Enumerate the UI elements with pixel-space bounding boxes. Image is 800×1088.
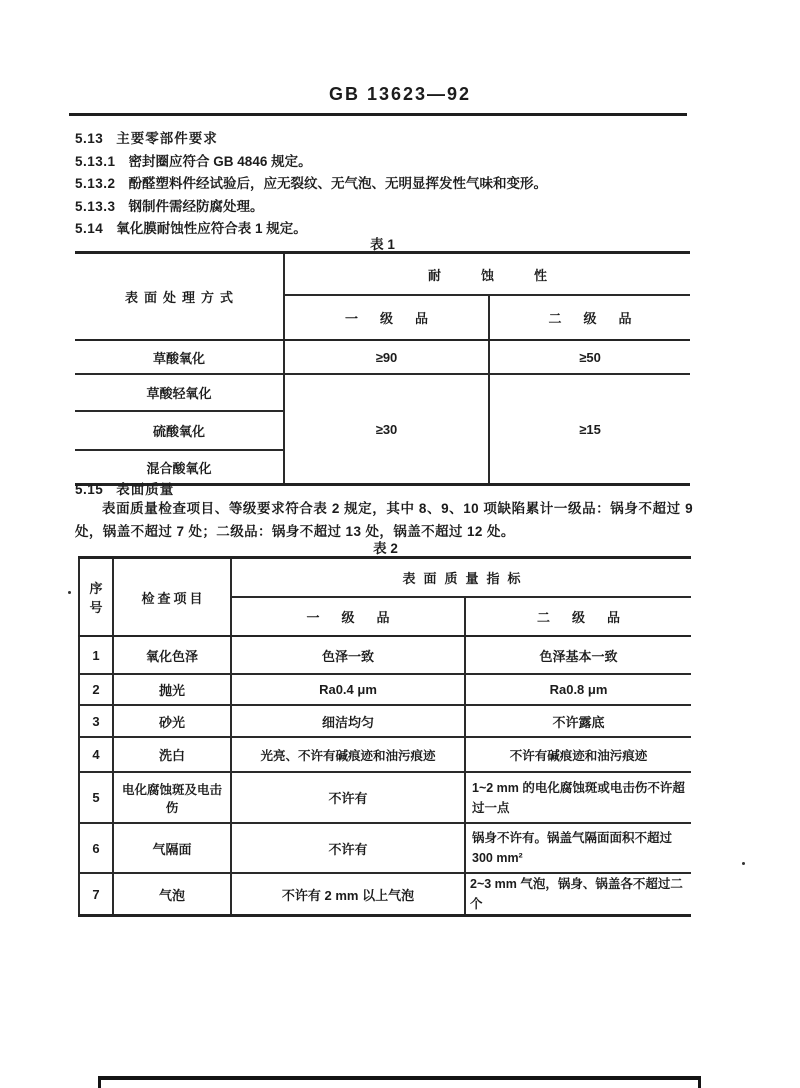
table-cell: ≥90: [284, 340, 489, 374]
table-row: [79, 873, 691, 916]
table-cell: 细洁均匀: [231, 705, 465, 737]
table-cell: 锅身不许有。锅盖气隔面面积不超过 300 mm²: [465, 823, 691, 873]
table-cell: 3: [79, 705, 113, 737]
table-row: [79, 636, 691, 674]
scan-speck: [742, 862, 745, 865]
table-row: [79, 674, 691, 705]
table-row: [79, 823, 691, 873]
clause-number: 5.14: [75, 221, 104, 236]
table-row: [79, 705, 691, 737]
table-cell: 表面质量指标: [231, 558, 691, 598]
clause-5-15: [75, 478, 723, 498]
clause-text: 氧化膜耐蚀性应符合表 1 规定。: [116, 221, 307, 236]
table-row: [79, 558, 691, 598]
table-cell: 抛光: [113, 674, 231, 705]
clause-5-13-3: [75, 195, 723, 215]
table-cell: 草酸氧化: [75, 340, 284, 374]
table-cell: 2: [79, 674, 113, 705]
clause-number: 5.13: [75, 131, 104, 146]
table-cell: ≥50: [489, 340, 690, 374]
table-cell: 不许有: [231, 823, 465, 873]
table-cell: 5: [79, 772, 113, 823]
table-cell: 检查项目: [113, 558, 231, 637]
clause-number: 5.13.2: [75, 176, 116, 191]
table2-caption: 表 2: [373, 541, 398, 556]
table-cell: 一级品: [231, 597, 465, 636]
table-cell: Ra0.8 μm: [465, 674, 691, 705]
clause-5-13-2: [75, 172, 723, 192]
table-cell: 砂光: [113, 705, 231, 737]
clause-text: 酚醛塑料件经试验后，应无裂纹、无气泡、无明显挥发性气味和变形。: [128, 176, 548, 191]
table-row: [75, 340, 690, 374]
table-cell: 草酸轻氧化: [75, 374, 284, 411]
table-cell: 不许有 2 mm 以上气泡: [231, 873, 465, 916]
table-cell: 二级品: [489, 295, 690, 340]
clause-text: 密封圈应符合 GB 4846 规定。: [128, 154, 312, 169]
table-cell: 气隔面: [113, 823, 231, 873]
table-cell: 4: [79, 737, 113, 772]
header-rule: [69, 113, 687, 116]
clause-5-15-paragraph: 表面质量检查项目、等级要求符合表 2 规定，其中 8、9、10 项缺陷累计一级品：锅身不超过 9 处，锅盖不超过 7 处；二级品：锅身不超过 13 处，锅盖不超过 12 处。: [75, 501, 693, 539]
table-row: [75, 374, 690, 411]
table-cell: 不许有碱痕迹和油污痕迹: [465, 737, 691, 772]
standard-number: GB 13623—92: [328, 84, 472, 104]
table-cell: 序号: [79, 558, 113, 637]
clause-5-13: [75, 127, 723, 147]
table-cell: 硫酸氧化: [75, 411, 284, 450]
table-cell: 氧化色泽: [113, 636, 231, 674]
table-cell: 光亮、不许有碱痕迹和油污痕迹: [231, 737, 465, 772]
table-cell: 7: [79, 873, 113, 916]
table1-caption: 表 1: [370, 237, 395, 252]
clause-number: 5.13.3: [75, 199, 116, 214]
table-row: [79, 772, 691, 823]
table-cell: ≥15: [489, 374, 690, 485]
table-cell: 1~2 mm 的电化腐蚀斑或电击伤不许超过一点: [465, 772, 691, 823]
clause-title: 表面质量: [116, 482, 175, 497]
scan-speck: [68, 591, 71, 594]
table-cell: 表面处理方式: [75, 253, 284, 341]
table-cell: 不许有: [231, 772, 465, 823]
table-row: [75, 253, 690, 296]
table-cell: 洗白: [113, 737, 231, 772]
table-cell: 二级品: [465, 597, 691, 636]
table-cell: 2~3 mm 气泡，锅身、锅盖各不超过二个: [465, 873, 691, 916]
table-cell: 气泡: [113, 873, 231, 916]
table-cell: 1: [79, 636, 113, 674]
table1-corrosion-resistance: [75, 251, 690, 486]
table-cell: 耐蚀性: [284, 253, 690, 296]
clause-title: 主要零部件要求: [116, 131, 218, 146]
clause-5-13-1: [75, 150, 723, 170]
next-block-top-edge: [98, 1076, 701, 1088]
clause-text: 钢制件需经防腐处理。: [128, 199, 264, 214]
clause-number: 5.13.1: [75, 154, 116, 169]
table-cell: 混合酸氧化: [75, 450, 284, 485]
table-cell: 一级品: [284, 295, 489, 340]
table-cell: 色泽基本一致: [465, 636, 691, 674]
table-cell: 6: [79, 823, 113, 873]
table-cell: 色泽一致: [231, 636, 465, 674]
table-cell: 电化腐蚀斑及电击伤: [113, 772, 231, 823]
clause-number: 5.15: [75, 482, 104, 497]
table-cell: ≥30: [284, 374, 489, 485]
table2-surface-quality: [78, 556, 691, 917]
table-cell: 不许露底: [465, 705, 691, 737]
table-cell: Ra0.4 μm: [231, 674, 465, 705]
table-row: [79, 737, 691, 772]
